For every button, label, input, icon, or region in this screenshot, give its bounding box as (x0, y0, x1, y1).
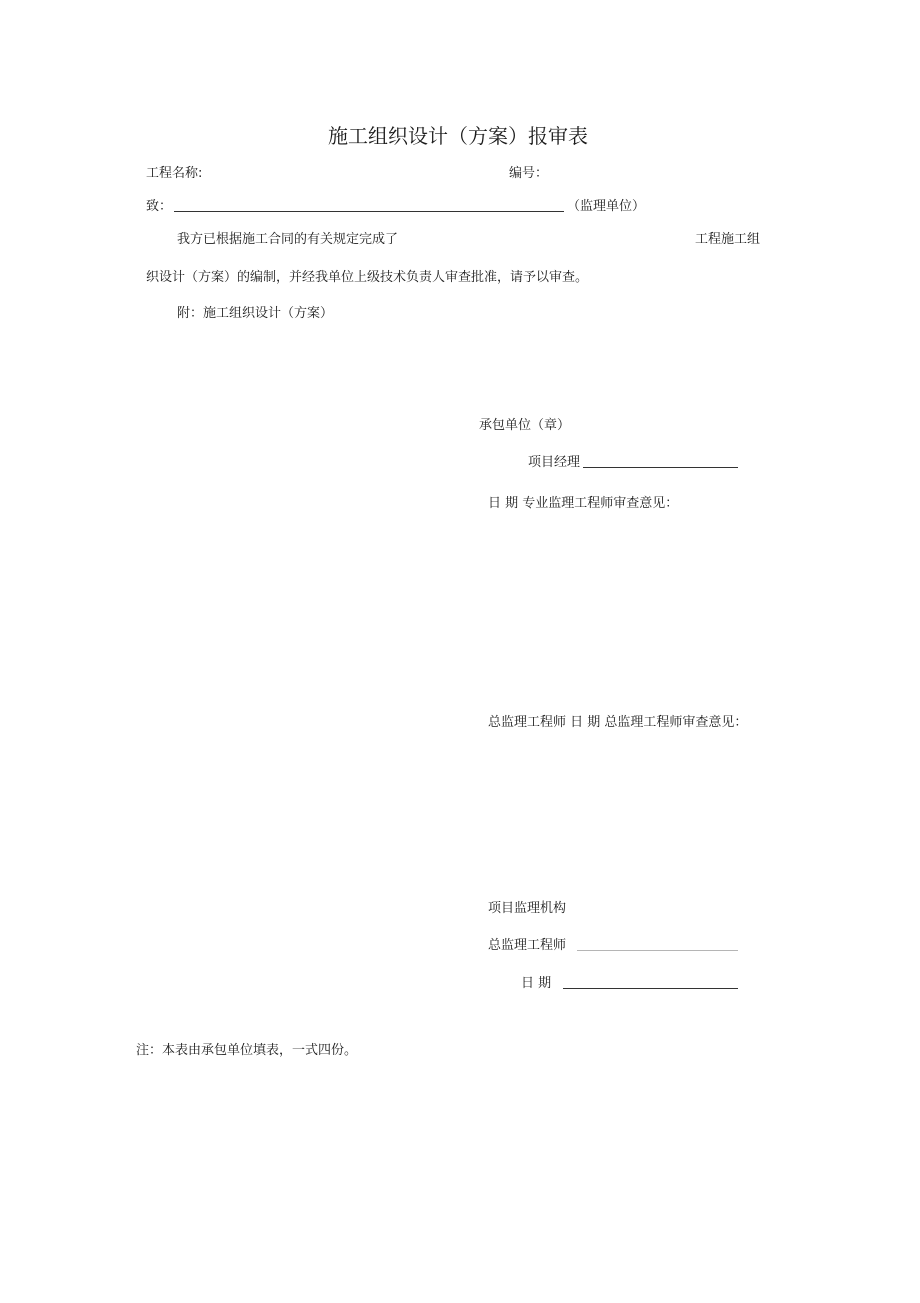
project-manager-label: 项目经理 (528, 455, 581, 470)
number-label: 编号： (509, 166, 549, 181)
supervision-org-label: 项目监理机构 (488, 901, 567, 916)
body-line1-end: 工程施工组 (695, 232, 761, 247)
document-title: 施工组织设计（方案）报审表 (328, 124, 588, 148)
chief-engineer-label: 总监理工程师 (488, 938, 567, 953)
body-line2: 织设计（方案）的编制，并经我单位上级技术负责人审查批准，请予以审查。 (146, 270, 589, 285)
to-label: 致： (146, 199, 173, 214)
body-line1-start: 我方已根据施工合同的有关规定完成了 (177, 232, 399, 247)
to-suffix: （监理单位） (567, 199, 646, 214)
supervision-unit-blank[interactable] (174, 211, 564, 212)
date-label: 日 期 (521, 976, 552, 991)
attachment-text: 附：施工组织设计（方案） (177, 306, 334, 321)
contractor-unit-label: 承包单位（章） (479, 418, 571, 433)
chief-engineer-blank[interactable] (577, 950, 738, 951)
date-blank[interactable] (563, 988, 738, 989)
project-manager-blank[interactable] (583, 467, 738, 468)
footnote: 注：本表由承包单位填表，一式四份。 (136, 1043, 358, 1058)
chief-engineer-date-opinion-label: 总监理工程师 日 期 总监理工程师审查意见： (488, 715, 748, 730)
date-specialist-opinion-label: 日 期 专业监理工程师审查意见： (488, 496, 679, 511)
project-name-label: 工程名称: (146, 166, 203, 181)
